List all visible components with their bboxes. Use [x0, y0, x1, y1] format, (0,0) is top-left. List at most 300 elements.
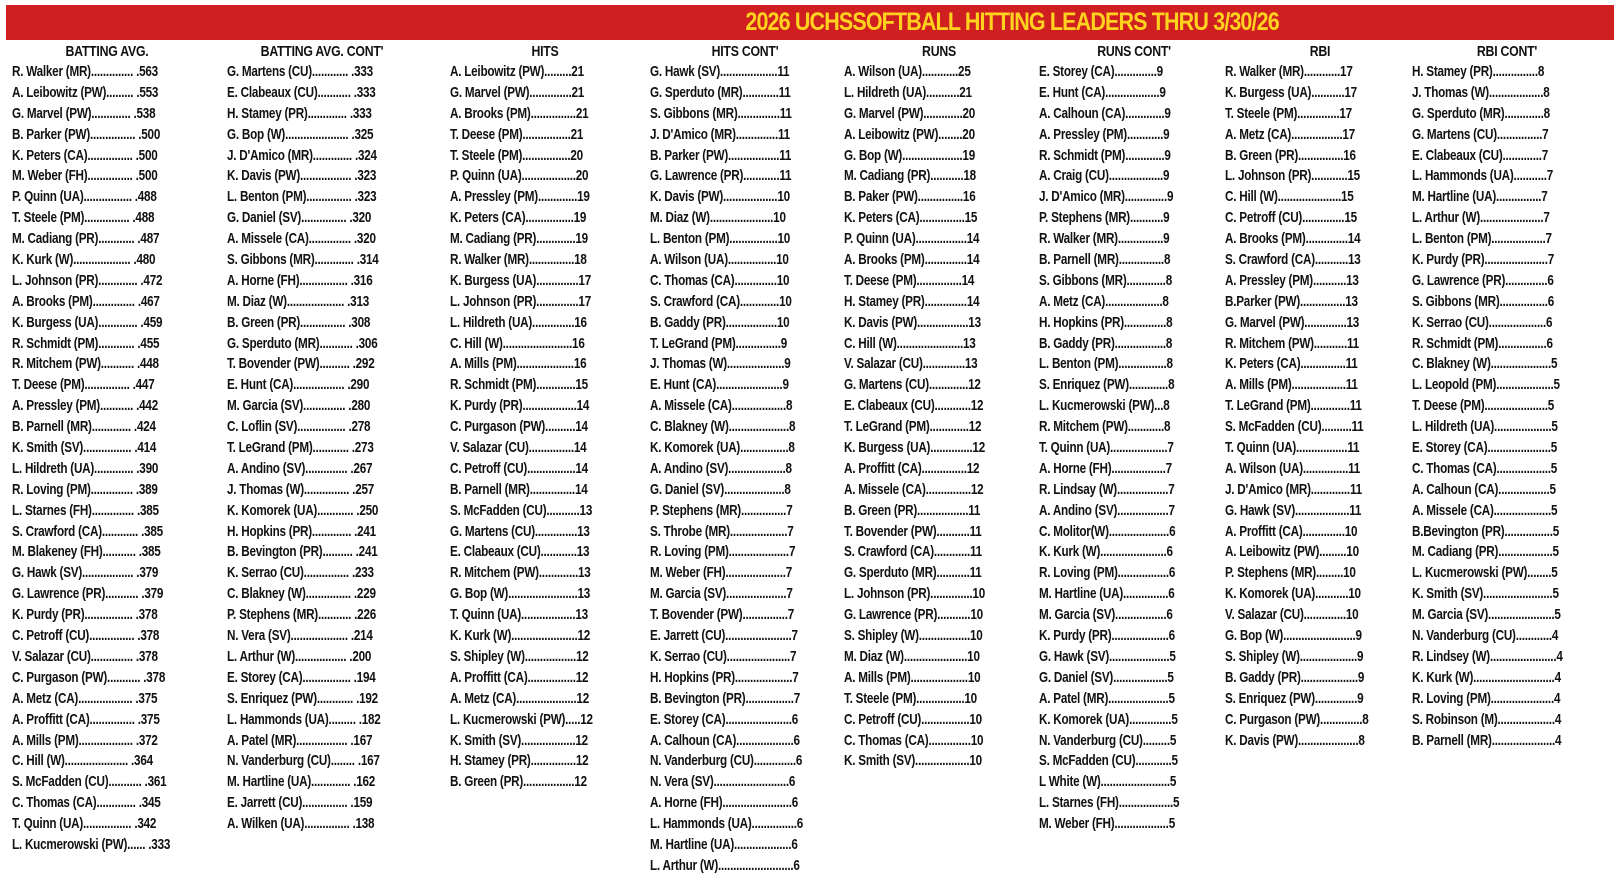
list-item: G. Sperduto (MR)............11 — [650, 83, 791, 101]
list-item: B. Gaddy (PR).................8 — [1039, 334, 1173, 352]
list-item: T. Deese (PM)................21 — [450, 125, 584, 143]
list-item: S. McFadden (CU)............5 — [1039, 752, 1178, 770]
list-item: G. Daniel (SV)..................5 — [1039, 668, 1174, 686]
list-item: C. Hill (W)......................13 — [844, 334, 976, 352]
list-item: B. Green (PR).................12 — [450, 773, 587, 791]
list-item: G. Sperduto (MR).............8 — [1412, 104, 1550, 122]
list-item: K. Purdy (PR).....................7 — [1412, 251, 1554, 269]
list-item: J. D'Amico (MR)..............11 — [650, 125, 790, 143]
list-item: P. Stephens (MR)...........9 — [1039, 209, 1170, 227]
list-item: B. Parker (PW).................11 — [650, 146, 792, 164]
list-item: S. Gibbons (MR)................6 — [1412, 292, 1555, 310]
list-item: L. Starnes (FH)..................5 — [1039, 794, 1180, 812]
list-item: G. Marvel (PW).............20 — [844, 104, 976, 122]
list-item: A. Wilson (UA)............25 — [844, 63, 971, 80]
list-item: L. Benton (PM)................8 — [1039, 355, 1173, 373]
list-item: L. Hildreth (UA)............. .390 — [12, 459, 159, 477]
column-hits-cont — [650, 42, 840, 877]
list-item: K. Burgess (UA)............. .459 — [12, 313, 163, 331]
list-item: B. Green (PR).................11 — [844, 501, 981, 519]
list-item: P. Quinn (UA).................14 — [844, 230, 980, 248]
column-runs — [844, 42, 1034, 772]
list-item: K. Peters (CA)...............11 — [1225, 355, 1358, 373]
list-item: E. Storey (CA)......................6 — [650, 710, 799, 728]
list-item: G. Daniel (SV)............... .320 — [227, 209, 372, 227]
list-item: K. Peters (CA)................19 — [450, 209, 587, 227]
list-item: C. Petroff (CU)................10 — [844, 710, 982, 728]
list-item: C. Purgason (PW)..............8 — [1225, 710, 1369, 728]
list-item: G. Sperduto (MR)........... .306 — [227, 334, 378, 352]
list-item: A. Proffitt (CA)..............10 — [1225, 522, 1358, 540]
list-item: A. Calhoun (CA)...................6 — [650, 731, 800, 749]
list-item: R. Lindsey (W)......................4 — [1412, 647, 1563, 665]
list-item: M. Garcia (SV)....................7 — [650, 585, 793, 603]
list-item: K. Serrao (CU)............... .233 — [227, 564, 374, 582]
list-item: A. Andino (SV).............. .267 — [227, 459, 373, 477]
list-item: K. Kurk (W)......................12 — [450, 627, 591, 645]
list-item: S. Enriquez (PW)............ .192 — [227, 689, 378, 707]
list-item: A. Wilson (UA)................10 — [650, 251, 789, 269]
list-item: G. Sperduto (MR)...........11 — [844, 564, 982, 582]
list-item: M. Hartline (UA)............. .162 — [227, 773, 376, 791]
list-item: L. Kucmerowski (PW)........5 — [1412, 564, 1558, 582]
list-item: E. Hunt (CA)......................9 — [650, 376, 789, 394]
list-item: L. Kucmerowski (PW)...8 — [1039, 397, 1170, 415]
list-item: T. Steele (PM)................20 — [450, 146, 583, 164]
list-item: K. Smith (SV)................ .414 — [12, 439, 157, 457]
list-item: A. Leibowitz (PW).........10 — [1225, 543, 1359, 561]
list-item: M. Diaz (W).....................10 — [844, 647, 980, 665]
list-item: M. Diaz (W)................... .313 — [227, 292, 369, 310]
list-item: V. Salazar (CU)..............13 — [844, 355, 978, 373]
list-item: T. Deese (PM)............... .447 — [12, 376, 155, 394]
list-item: B. Bevington (PR)................7 — [650, 689, 801, 707]
list-item: B. Green (PR)...............16 — [1225, 146, 1356, 164]
list-item: E. Clabeaux (CU)............12 — [844, 397, 984, 415]
list-item: G. Hawk (SV)................. .379 — [12, 564, 159, 582]
list-item: V. Salazar (CU).............. .378 — [12, 647, 158, 665]
list-item: T. Quinn (UA).................11 — [1225, 439, 1360, 457]
list-item: B. Parnell (MR).....................4 — [1412, 731, 1562, 749]
list-item: B. Parker (PW)............... .500 — [12, 125, 161, 143]
list-item: L. Hildreth (UA)...................5 — [1412, 418, 1558, 436]
list-item: L. Benton (PM)................10 — [650, 230, 791, 248]
list-item: G. Hawk (SV)...................11 — [650, 63, 790, 80]
list-item: A. Brooks (PM)..............14 — [1225, 230, 1361, 248]
list-item: C. Petroff (CU)..............15 — [1225, 209, 1357, 227]
list-item: M. Weber (FH)..................5 — [1039, 815, 1175, 833]
list-item: C. Loflin (SV)................ .278 — [227, 418, 371, 436]
list-item: C. Thomas (CA)..................5 — [1412, 459, 1558, 477]
list-item: R. Walker (MR)...............18 — [450, 251, 587, 269]
list-item: L. Benton (PM)..................7 — [1412, 230, 1552, 248]
list-item: A. Pressley (PM)........... .442 — [12, 397, 158, 415]
list-item: A. Pressley (PM)...........13 — [1225, 271, 1359, 289]
list-item: A. Missele (CA).............. .320 — [227, 230, 376, 248]
list-item: B. Parnell (MR)............. .424 — [12, 418, 156, 436]
list-item: A. Metz (CA).................. .375 — [12, 689, 158, 707]
list-item: T. LeGrand (PM).............12 — [844, 418, 982, 436]
column-title: RUNS — [922, 43, 956, 60]
list-item: J. D'Amico (MR).............11 — [1225, 480, 1362, 498]
list-item: L. Hammonds (UA)...............6 — [650, 815, 804, 833]
list-item: M. Cadiang (PR)..................5 — [1412, 543, 1559, 561]
list-item: K. Davis (PW)..................10 — [650, 188, 790, 206]
list-item: A. Mills (PM)..................11 — [1225, 376, 1358, 394]
list-item: T. LeGrand (PM)............ .273 — [227, 439, 374, 457]
list-item: B. Gaddy (PR)...................9 — [1225, 668, 1365, 686]
list-item: M. Garcia (SV).................6 — [1039, 606, 1173, 624]
list-item: L. Johnson (PR)..............17 — [450, 292, 591, 310]
list-item: K. Purdy (PR)................ .378 — [12, 606, 158, 624]
list-item: R. Mitchem (PW)........... .448 — [12, 355, 159, 373]
list-item: R. Lindsay (W).................7 — [1039, 480, 1175, 498]
leaders-columns — [12, 42, 1612, 878]
list-item: C. Blakney (W)............... .229 — [227, 585, 376, 603]
list-item: C. Petroff (CU)................14 — [450, 459, 588, 477]
list-item: G. Lawrence (PR)........... .379 — [12, 585, 164, 603]
list-item: E. Storey (CA).....................5 — [1412, 439, 1558, 457]
list-item: G. Daniel (SV)....................8 — [650, 480, 791, 498]
list-item: B. Bevington (PR).......... .241 — [227, 543, 378, 561]
list-item: H. Stamey (PR)............. .333 — [227, 104, 372, 122]
list-item: B. Parnell (MR)...............14 — [450, 480, 588, 498]
list-item: H. Stamey (PR)...............12 — [450, 752, 589, 770]
list-item: J. Thomas (W)..................8 — [1412, 83, 1550, 101]
list-item: M. Blakeney (FH)........... .385 — [12, 543, 161, 561]
list-item: H. Stamey (PR)..............14 — [844, 292, 980, 310]
title-banner — [6, 5, 1614, 40]
list-item: S. Gibbons (MR).............8 — [1039, 271, 1172, 289]
column-title: RBI CONT' — [1476, 43, 1538, 60]
column-title: HITS CONT' — [711, 43, 779, 60]
list-item: R. Schmidt (PM).............9 — [1039, 146, 1171, 164]
list-item: A. Brooks (PM)...............21 — [450, 104, 589, 122]
list-item: K. Davis (PW)....................8 — [1225, 731, 1365, 749]
list-item: M. Hartline (UA)...............7 — [1412, 188, 1548, 206]
list-item: B. Green (PR)............... .308 — [227, 313, 371, 331]
list-item: N. Vanderburg (CU)............4 — [1412, 627, 1559, 645]
leader-list — [450, 62, 640, 793]
list-item: S. Gibbons (MR)..............11 — [650, 104, 792, 122]
list-item: K. Purdy (PR)..................14 — [450, 397, 590, 415]
list-item: B. Gaddy (PR).................10 — [650, 313, 790, 331]
column-title: RBI — [1309, 43, 1331, 60]
list-item: N. Vanderburg (CU)..............6 — [650, 752, 803, 770]
list-item: K. Serrao (CU).....................7 — [650, 647, 797, 665]
list-item: R. Loving (PM).....................4 — [1412, 689, 1561, 707]
list-item: A. Wilson (UA)...............11 — [1225, 459, 1361, 477]
list-item: A. Missele (CA)..................8 — [650, 397, 793, 415]
list-item: K. Kurk (W)...........................4 — [1412, 668, 1561, 686]
list-item: L. Arthur (W)................. .200 — [227, 647, 372, 665]
list-item: G. Lawrence (PR)............11 — [650, 167, 792, 185]
list-item: S. Crawford (CA).............10 — [650, 292, 792, 310]
list-item: N. Vera (SV).........................6 — [650, 773, 796, 791]
list-item: C. Hill (W)..................... .364 — [12, 752, 153, 770]
list-item: L. Hildreth (UA)...........21 — [844, 83, 972, 101]
list-item: A. Metz (CA).................17 — [1225, 125, 1355, 143]
list-item: M. Cadiang (PR)...........18 — [844, 167, 976, 185]
column-hits — [450, 42, 640, 793]
list-item: L. Benton (PM)............... .323 — [227, 188, 377, 206]
list-item: A. Leibowitz (PW)........20 — [844, 125, 975, 143]
list-item: A. Patel (MR)....................5 — [1039, 689, 1175, 707]
list-item: M. Hartline (UA)...................6 — [650, 835, 798, 853]
list-item: K. Purdy (PR)...................6 — [1039, 627, 1175, 645]
list-item: G. Marvel (PW)..............21 — [450, 83, 585, 101]
list-item: E. Hunt (CA)................. .290 — [227, 376, 370, 394]
list-item: T. LeGrand (PM)...............9 — [650, 334, 788, 352]
list-item: K. Smith (SV)..................12 — [450, 731, 588, 749]
column-runs-cont — [1039, 42, 1229, 835]
list-item: V. Salazar (CU)...............14 — [450, 439, 587, 457]
list-item: T. LeGrand (PM).............11 — [1225, 397, 1362, 415]
list-item: H. Hopkins (PR)..............8 — [1039, 313, 1173, 331]
list-item: K. Burgess (UA)..............12 — [844, 439, 985, 457]
list-item: A. Metz (CA)...................8 — [1039, 292, 1169, 310]
list-item: A. Proffitt (CA)................12 — [450, 668, 589, 686]
leader-list — [650, 62, 840, 877]
list-item: K. Smith (SV)..................10 — [844, 752, 982, 770]
list-item: G. Hawk (SV)..................11 — [1225, 501, 1362, 519]
column-title: BATTING AVG. CONT' — [260, 43, 384, 60]
column-title: HITS — [531, 43, 559, 60]
list-item: A. Horne (FH)..................7 — [1039, 459, 1172, 477]
list-item: K. Kurk (W)................... .480 — [12, 251, 156, 269]
leader-list — [227, 62, 417, 835]
list-item: E. Jarrett (CU)............... .159 — [227, 794, 373, 812]
list-item: N. Vanderburg (CU)........ .167 — [227, 752, 380, 770]
list-item: J. D'Amico (MR)..............9 — [1039, 188, 1174, 206]
list-item: B.Parker (PW)...............13 — [1225, 292, 1358, 310]
list-item: G. Bop (W).......................13 — [450, 585, 591, 603]
list-item: S. Shipley (W).................12 — [450, 647, 589, 665]
list-item: E. Clabeaux (CU)........... .333 — [227, 83, 376, 101]
list-item: B. Parnell (MR)...............8 — [1039, 251, 1171, 269]
list-item: M. Cadiang (PR).............19 — [450, 230, 588, 248]
list-item: C. Molitor(W)....................6 — [1039, 522, 1176, 540]
leader-list — [1225, 62, 1415, 751]
list-item: L. Kucmerowski (PW).....12 — [450, 710, 593, 728]
list-item: K. Komorek (UA)................8 — [650, 439, 795, 457]
list-item: L. Starnes (FH).............. .385 — [12, 501, 159, 519]
list-item: A. Calhoun (CA).................5 — [1412, 480, 1556, 498]
list-item: C. Blakney (W)....................8 — [650, 418, 796, 436]
list-item: R. Loving (PM).................6 — [1039, 564, 1176, 582]
page-title: 2026 UCHSSOFTBALL HITTING LEADERS THRU 3/30/26 — [745, 8, 1279, 36]
list-item: L. Johnson (PR)............15 — [1225, 167, 1360, 185]
leader-list — [1412, 62, 1602, 751]
list-item: H. Hopkins (PR)............. .241 — [227, 522, 376, 540]
list-item: S. Crawford (CA)............ .385 — [12, 522, 163, 540]
column-rbi — [1225, 42, 1415, 751]
list-item: B. Paker (PW)...............16 — [844, 188, 976, 206]
list-item: L. Arthur (W).........................6 — [650, 856, 800, 874]
list-item: T. Quinn (UA)..................13 — [450, 606, 588, 624]
column-title: RUNS CONT' — [1097, 43, 1171, 60]
list-item: S. McFadden (CU)...........13 — [450, 501, 593, 519]
list-item: A. Metz (CA)....................12 — [450, 689, 589, 707]
list-item: G. Bop (W)..................... .325 — [227, 125, 374, 143]
list-item: A. Mills (PM).................. .372 — [12, 731, 158, 749]
list-item: K. Burgess (UA)...........17 — [1225, 83, 1357, 101]
list-item: R. Walker (MR)...............9 — [1039, 230, 1170, 248]
list-item: G. Hawk (SV)....................5 — [1039, 647, 1176, 665]
column-title: BATTING AVG. — [65, 43, 149, 60]
list-item: L White (W).......................5 — [1039, 773, 1177, 791]
list-item: R. Loving (PM)....................7 — [650, 543, 796, 561]
list-item: K. Burgess (UA)..............17 — [450, 271, 591, 289]
column-rbi-cont — [1412, 42, 1602, 751]
list-item: R. Schmidt (PM)............ .455 — [12, 334, 160, 352]
list-item: V. Salazar (CU)..............10 — [1225, 606, 1359, 624]
list-item: H. Hopkins (PR)...................7 — [650, 668, 799, 686]
list-item: C. Thomas (CA)............. .345 — [12, 794, 161, 812]
list-item: T. Quinn (UA)................ .342 — [12, 815, 157, 833]
list-item: K. Peters (CA)............... .500 — [12, 146, 158, 164]
list-item: P. Stephens (MR)...............7 — [650, 501, 793, 519]
list-item: B.Bevington (PR)................5 — [1412, 522, 1559, 540]
leader-list — [1039, 62, 1229, 835]
list-item: R. Walker (MR)............17 — [1225, 63, 1353, 80]
list-item: T. Steele (PM)............... .488 — [12, 209, 155, 227]
list-item: E. Storey (CA)................ .194 — [227, 668, 376, 686]
list-item: M. Hartline (UA)...............6 — [1039, 585, 1175, 603]
list-item: J. Thomas (W)............... .257 — [227, 480, 375, 498]
list-item: M. Garcia (SV).............. .280 — [227, 397, 371, 415]
list-item: K. Serrao (CU)...................6 — [1412, 313, 1553, 331]
list-item: A. Andino (SV)...................8 — [650, 459, 792, 477]
list-item: S. Crawford (CA)............11 — [844, 543, 982, 561]
list-item: J. Thomas (W)...................9 — [650, 355, 791, 373]
list-item: T. Bovender (PW)...........11 — [844, 522, 982, 540]
list-item: L. Kucmerowski (PW)...... .333 — [12, 835, 171, 853]
list-item: T. Deese (PM)...............14 — [844, 271, 975, 289]
list-item: L. Hildreth (UA)..............16 — [450, 313, 587, 331]
list-item: G. Lawrence (PR)..............6 — [1412, 271, 1554, 289]
list-item: K. Komorek (UA)..............5 — [1039, 710, 1178, 728]
list-item: C. Thomas (CA)..............10 — [650, 271, 790, 289]
list-item: A. Patel (MR)................. .167 — [227, 731, 373, 749]
list-item: M. Cadiang (PR)............ .487 — [12, 230, 160, 248]
list-item: G. Martens (CU)..............13 — [450, 522, 590, 540]
list-item: K. Smith (SV).......................5 — [1412, 585, 1559, 603]
list-item: A. Proffitt (CA)............... .375 — [12, 710, 160, 728]
list-item: L. Johnson (PR)..............10 — [844, 585, 985, 603]
list-item: L. Arthur (W).....................7 — [1412, 209, 1550, 227]
list-item: G. Lawrence (PR)...........10 — [844, 606, 983, 624]
list-item: M. Weber (FH)....................7 — [650, 564, 792, 582]
list-item: M. Weber (FH)............... .500 — [12, 167, 158, 185]
list-item: S. Throbe (MR)...................7 — [650, 522, 794, 540]
list-item: C. Hill (W).....................15 — [1225, 188, 1354, 206]
list-item: C. Purgason (PW)..........14 — [450, 418, 588, 436]
list-item: C. Petroff (CU)............... .378 — [12, 627, 160, 645]
list-item: R. Mitchem (PW)...........11 — [1225, 334, 1359, 352]
list-item: S. Enriquez (PW)..............9 — [1225, 689, 1364, 707]
list-item: R. Loving (PM).............. .389 — [12, 480, 158, 498]
list-item: A. Mills (PM)...................10 — [844, 668, 981, 686]
list-item: L. Hammonds (UA)......... .182 — [227, 710, 381, 728]
list-item: A. Pressley (PM).............19 — [450, 188, 590, 206]
list-item: E. Storey (CA)..............9 — [1039, 63, 1163, 80]
list-item: A. Brooks (PM)..............14 — [844, 251, 980, 269]
list-item: K. Davis (PW).................13 — [844, 313, 981, 331]
list-item: M. Garcia (SV)......................5 — [1412, 606, 1561, 624]
list-item: A. Brooks (PM).............. .467 — [12, 292, 160, 310]
list-item: S. Enriquez (PW).............8 — [1039, 376, 1175, 394]
list-item: P. Quinn (UA)..................20 — [450, 167, 589, 185]
list-item: T. Steele (PM)................10 — [844, 689, 977, 707]
list-item: T. Steele (PM)..............17 — [1225, 104, 1352, 122]
list-item: S. Crawford (CA)...........13 — [1225, 251, 1361, 269]
list-item: C. Blakney (W)....................5 — [1412, 355, 1558, 373]
list-item: N. Vanderburg (CU).........5 — [1039, 731, 1177, 749]
list-item: E. Clabeaux (CU).............7 — [1412, 146, 1549, 164]
list-item: R. Schmidt (PM)................6 — [1412, 334, 1553, 352]
list-item: G. Marvel (PW)............. .538 — [12, 104, 156, 122]
list-item: K. Peters (CA)...............15 — [844, 209, 978, 227]
list-item: S. McFadden (CU)........... .361 — [12, 773, 167, 791]
list-item: A. Wilken (UA)............... .138 — [227, 815, 375, 833]
list-item: H. Stamey (PR)...............8 — [1412, 63, 1545, 80]
list-item: A. Missele (CA)...................5 — [1412, 501, 1558, 519]
list-item: G. Marvel (PW)..............13 — [1225, 313, 1360, 331]
list-item: P. Stephens (MR)........... .226 — [227, 606, 376, 624]
list-item: E. Clabeaux (CU)............13 — [450, 543, 590, 561]
list-item: P. Stephens (MR).........10 — [1225, 564, 1356, 582]
list-item: P. Quinn (UA)................ .488 — [12, 188, 157, 206]
leader-list — [12, 62, 202, 856]
list-item: A. Andino (SV).................7 — [1039, 501, 1175, 519]
list-item: S. Shipley (W)...................9 — [1225, 647, 1364, 665]
list-item: N. Vera (SV)................... .214 — [227, 627, 373, 645]
list-item: A. Calhoun (CA).............9 — [1039, 104, 1171, 122]
leader-list — [844, 62, 1034, 772]
list-item: R. Mitchem (PW).............13 — [450, 564, 591, 582]
list-item: K. Davis (PW)................. .323 — [227, 167, 377, 185]
list-item: R. Walker (MR).............. .563 — [12, 63, 158, 80]
column-batting-avg — [12, 42, 202, 856]
list-item: G. Martens (CU)...............7 — [1412, 125, 1549, 143]
list-item: T. Deese (PM).....................5 — [1412, 397, 1555, 415]
list-item: L. Johnson (PR)............. .472 — [12, 271, 163, 289]
list-item: A. Pressley (PM)............9 — [1039, 125, 1170, 143]
list-item: C. Thomas (CA)..............10 — [844, 731, 984, 749]
list-item: G. Martens (CU).............12 — [844, 376, 981, 394]
list-item: L. Leopold (PM)...................5 — [1412, 376, 1560, 394]
list-item: T. Bovender (PW)...............7 — [650, 606, 794, 624]
list-item: K. Komorek (UA)...........10 — [1225, 585, 1361, 603]
list-item: E. Jarrett (CU)......................7 — [650, 627, 798, 645]
list-item: A. Horne (FH).......................6 — [650, 794, 799, 812]
list-item: C. Purgason (PW)........... .378 — [12, 668, 166, 686]
list-item: S. McFadden (CU)..........11 — [1225, 418, 1364, 436]
list-item: S. Robinson (M)...................4 — [1412, 710, 1562, 728]
list-item: A. Leibowitz (PW).........21 — [450, 63, 584, 80]
list-item: G. Bop (W)....................19 — [844, 146, 975, 164]
list-item: J. D'Amico (MR)............. .324 — [227, 146, 377, 164]
list-item: A. Leibowitz (PW)......... .553 — [12, 83, 159, 101]
list-item: S. Gibbons (MR)............. .314 — [227, 251, 379, 269]
list-item: M. Diaz (W).....................10 — [650, 209, 786, 227]
list-item: G. Martens (CU)............ .333 — [227, 63, 373, 80]
list-item: R. Mitchem (PW)............8 — [1039, 418, 1171, 436]
list-item: K. Komorek (UA)............ .250 — [227, 501, 379, 519]
column-batting-avg-cont — [227, 42, 417, 835]
list-item: C. Hill (W).......................16 — [450, 334, 585, 352]
